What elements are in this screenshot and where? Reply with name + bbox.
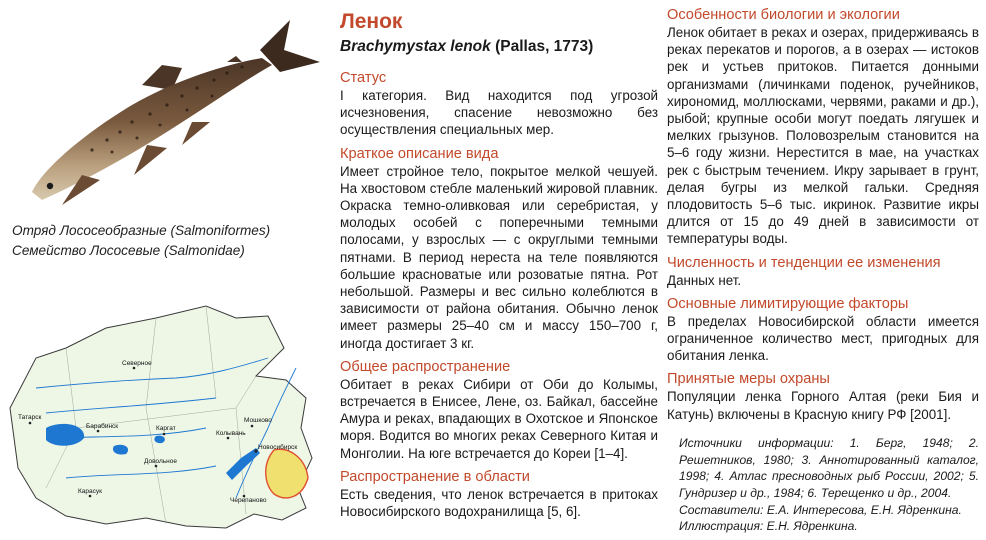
taxonomy-family: Семейство Лососевые (Salmonidae) bbox=[12, 243, 245, 258]
map-label-cherepanovo: Черепаново bbox=[230, 497, 267, 504]
compilers-text: Составители: Е.А. Интересова, Е.Н. Ядренкина. bbox=[679, 502, 962, 517]
sources-block bbox=[667, 435, 979, 535]
map-label-moshkovo: Мошково bbox=[244, 417, 272, 424]
fish-illustration bbox=[22, 10, 322, 210]
illustration-credit: Иллюстрация: Е.Н. Ядренкина. bbox=[679, 519, 858, 534]
measures-text: Популяции ленка Горного Алтая (реки Бия и Катунь) включены в Красную книгу РФ [2001]. bbox=[667, 389, 979, 422]
status-heading: Статус bbox=[340, 70, 387, 86]
limiting-text: В пределах Новосибирской области имеется ограниченное количество мест, пригодных для обитания ленка. bbox=[667, 313, 979, 364]
limiting-heading: Основные лимитирующие факторы bbox=[667, 295, 909, 312]
latin-author: (Pallas, 1773) bbox=[495, 38, 594, 55]
measures-heading: Принятые меры охраны bbox=[667, 371, 830, 388]
map-label-tatarsk: Татарск bbox=[18, 414, 42, 421]
middle-column bbox=[340, 0, 658, 520]
description-text: Имеет стройное тело, покрытое мелкой чешуей. На хвостовом стебле маленький жировой плавник. Окраска темно-оливковая или серебристая, у молодых особей с поперечными темными полосами, у взрослых — с округлыми темными пятнами. В период нереста на теле появляются большие красноватые или розоватые пятна. Рот небольшой. Размеры и вес сильно колеблются в зависимости от района обитания. Обычно ленок имеет размеры 25–40 см и массу 150–700 г, иногда достигает 3 кг. bbox=[340, 163, 658, 351]
map-label-kolyvan: Колывань bbox=[216, 430, 246, 437]
map-label-severnoe: Северное bbox=[122, 360, 152, 367]
latin-binomial: Brachymystax lenok bbox=[340, 38, 491, 55]
regional-heading: Распространение в области bbox=[340, 468, 530, 485]
population-text: Данных нет. bbox=[667, 272, 742, 288]
map-label-karasuk: Карасук bbox=[78, 488, 102, 495]
right-column bbox=[667, 0, 979, 535]
species-latin-name bbox=[340, 37, 658, 57]
distribution-heading: Общее распространение bbox=[340, 358, 511, 375]
taxonomy-order: Отряд Лососеобразные (Salmoniformes) bbox=[12, 223, 271, 238]
map-label-barabinsk: Барабинск bbox=[86, 423, 119, 430]
map-label-kargat: Каргат bbox=[156, 425, 176, 432]
population-heading: Численность и тенденции ее изменения bbox=[667, 254, 941, 271]
left-column bbox=[0, 0, 330, 540]
status-text: I категория. Вид находится под угрозой исчезновения, спасение невозможно без осуществления специальных мер. bbox=[340, 88, 658, 138]
sources-text: Источники информации: 1. Берг, 1948; 2. Решетников, 1980; 3. Аннотированный каталог, 1998; 4. Атлас пресноводных рыб России, 2002; 5. Гундризер и др., 1984; 6. Терещенко и др., 2004. bbox=[679, 435, 979, 500]
map-label-novosibirsk: Новосибирск bbox=[258, 444, 298, 451]
biology-text: Ленок обитает в реках и озерах, придерживаясь в реках перекатов и порогов, а в озерах — истоков рек и устьев притоков. Питается донными организмами (личинками поденок, ручейников, хирономид, моллюсками, червями, раками и др.), рыбой; крупные особи могут поедать лягушек и мелких грызунов. Половозрелым становится на 5–6 году жизни. Нерестится в мае, на участках рек с быстрым течением. Икру зарывает в грунт, делая бугры из мелкой гальки. Средняя плодовитость 5–6 тыс. икринок. Развитие икры длится от 15 до 49 дней в зависимости от температуры воды. bbox=[667, 25, 979, 247]
species-title: Ленок bbox=[340, 10, 403, 33]
map-label-dovolnoe: Довольное bbox=[144, 458, 177, 465]
biology-heading: Особенности биологии и экологии bbox=[667, 7, 900, 23]
region-map bbox=[6, 288, 324, 534]
regional-text: Есть сведения, что ленок встречается в притоках Новосибирского водохранилища [5, 6]. bbox=[340, 486, 658, 520]
description-heading: Краткое описание вида bbox=[340, 145, 499, 162]
distribution-text: Обитает в реках Сибири от Оби до Колымы, встречается в Енисее, Лене, оз. Байкал, бассейне Амура и реках, впадающих в Охотское и Японское моря. Водится во многих реках Северного Китая и Монголии. На юге встречается до Кореи [1–4]. bbox=[340, 376, 658, 461]
